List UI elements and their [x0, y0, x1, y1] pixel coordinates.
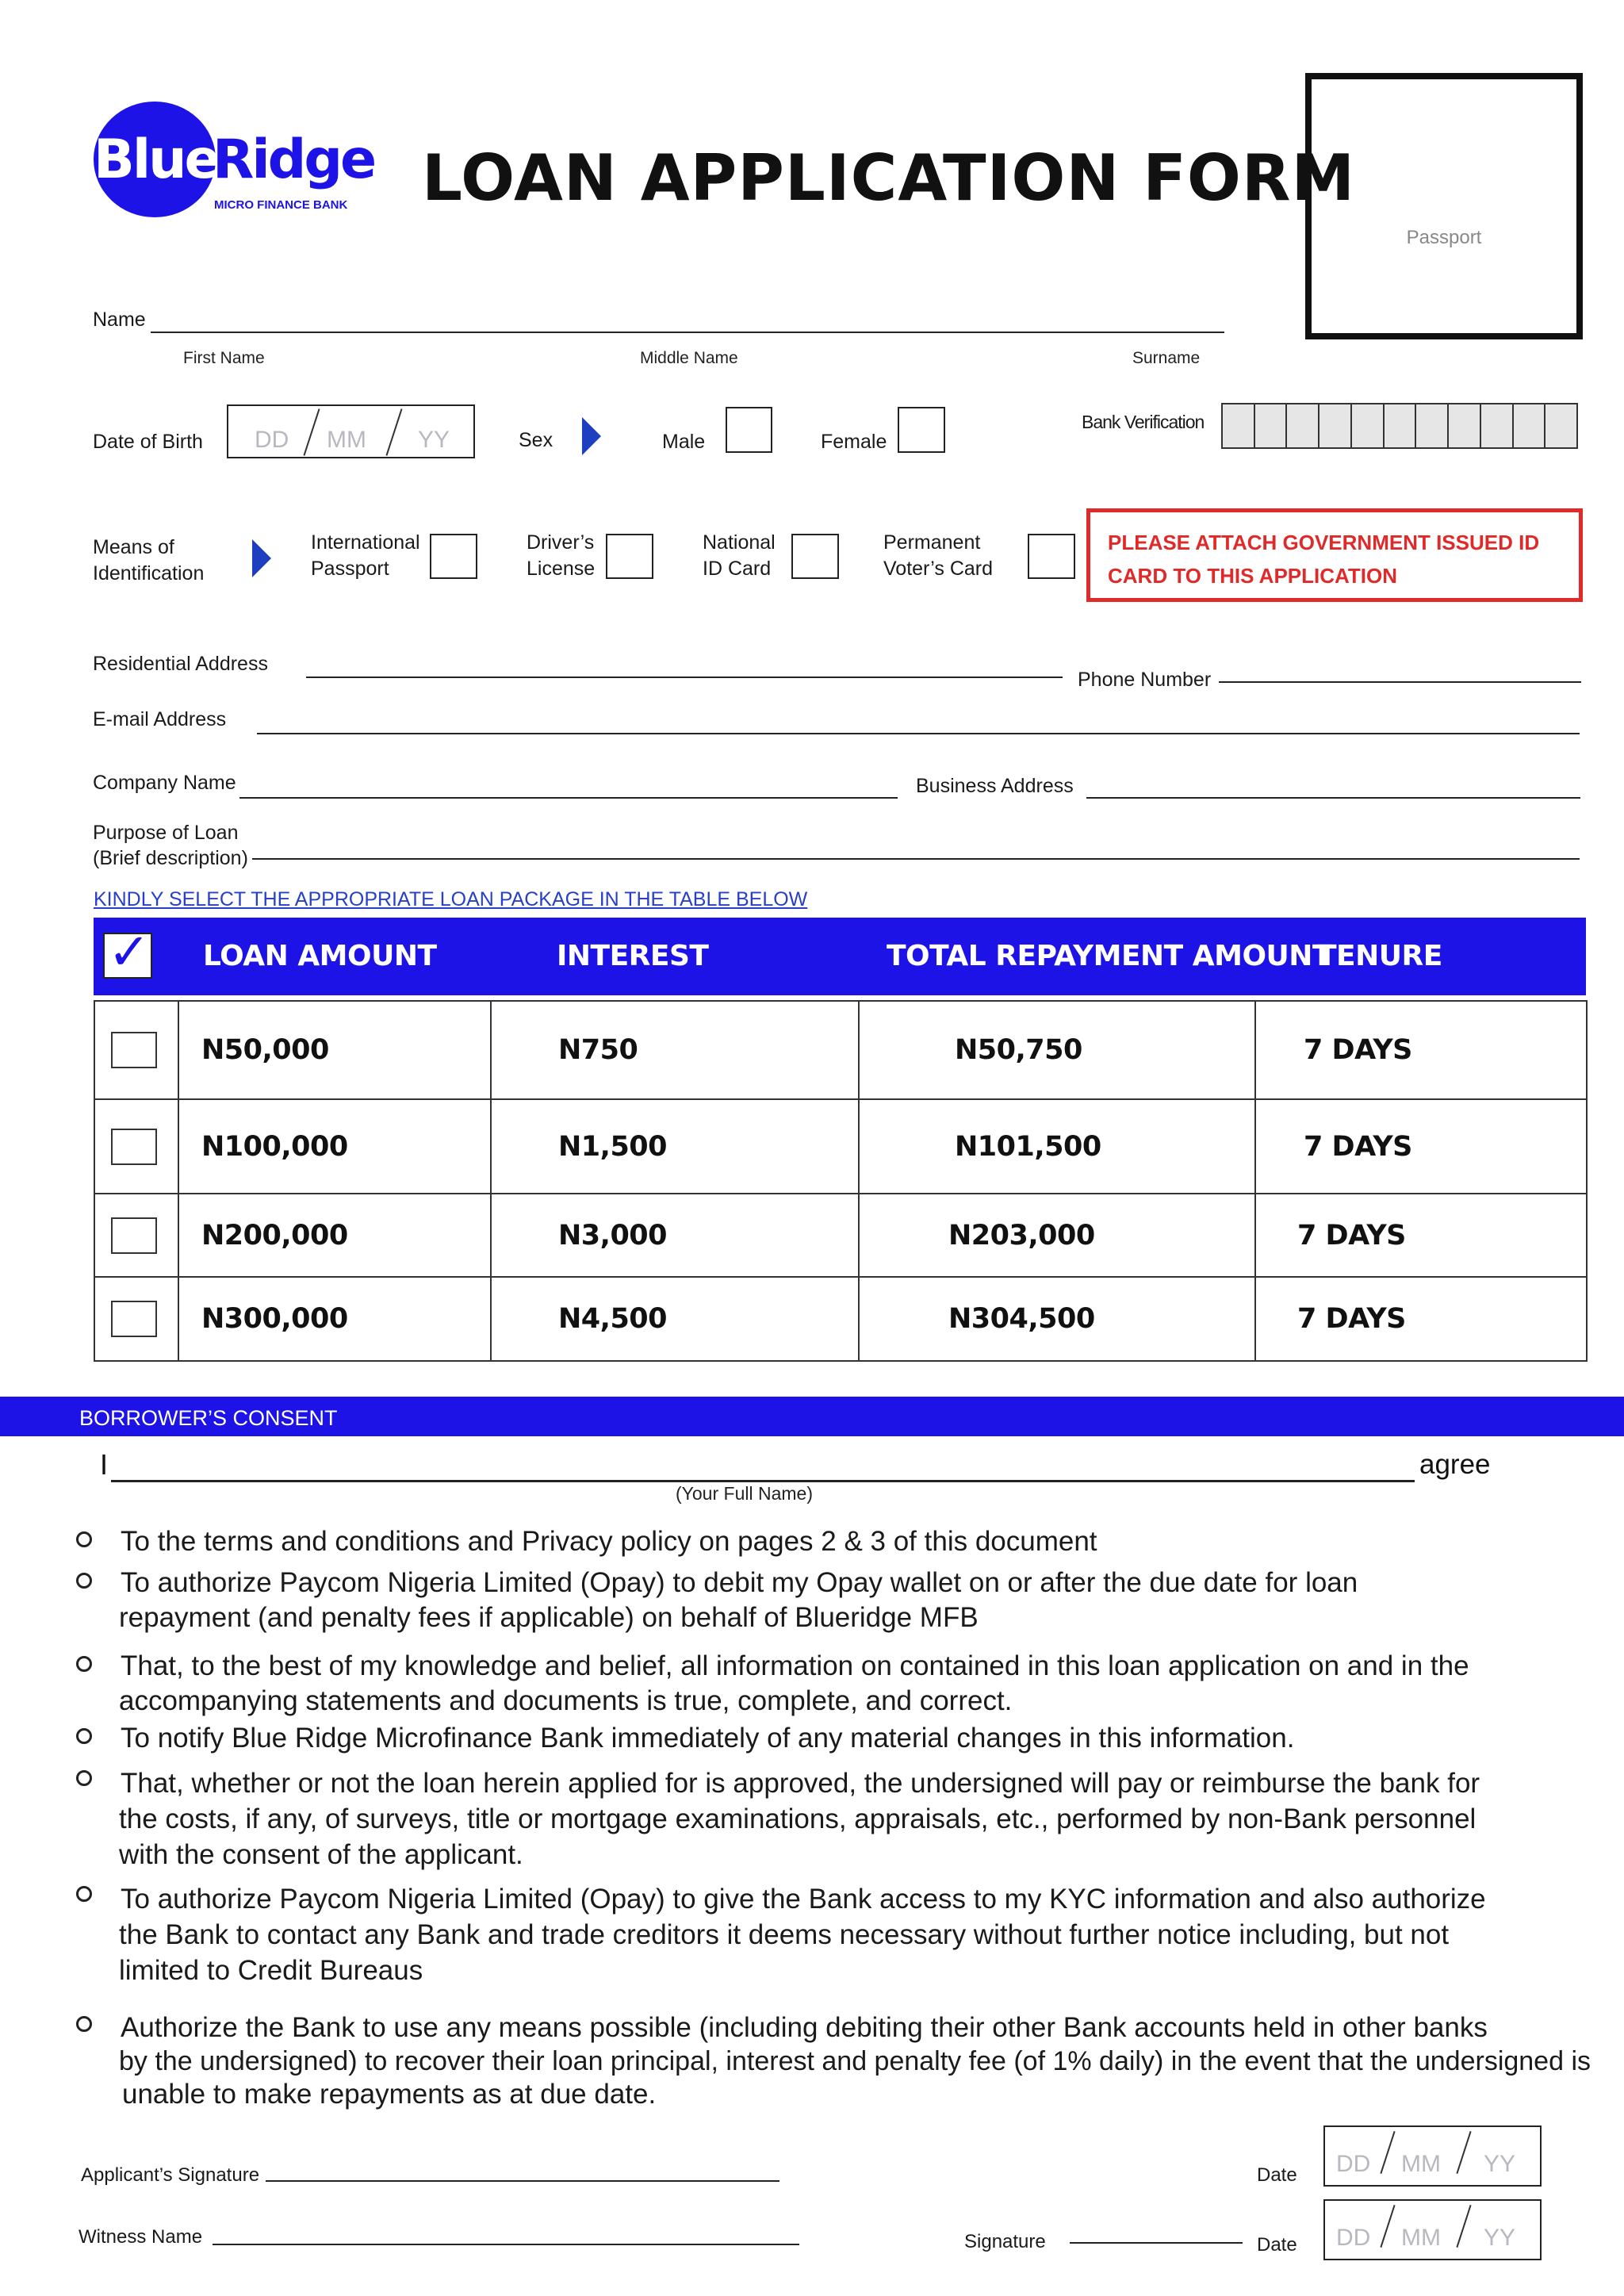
bvn-digit-box[interactable]: [1352, 404, 1385, 447]
total-repayment-cell: N203,000: [859, 1194, 1255, 1277]
applicant-signature-line[interactable]: [266, 2180, 779, 2182]
purpose-label-line2: (Brief description): [93, 847, 248, 869]
bvn-digit-box[interactable]: [1545, 404, 1576, 447]
bvn-digit-box[interactable]: [1255, 404, 1288, 447]
dob-field[interactable]: [227, 404, 475, 458]
loan-amount-cell: N300,000: [178, 1277, 491, 1361]
passport-label: Passport: [1406, 227, 1482, 248]
business-address-line[interactable]: [1086, 797, 1580, 799]
interest-cell: N4,500: [491, 1277, 859, 1361]
company-name-line[interactable]: [239, 797, 898, 799]
package-checkbox[interactable]: [111, 1129, 157, 1165]
id-option-national-line2: ID Card: [703, 558, 772, 580]
date-label: Date: [1257, 2164, 1297, 2186]
attach-notice-line2: CARD TO THIS APPLICATION: [1108, 563, 1397, 588]
witness-name-label: Witness Name: [79, 2226, 203, 2248]
id-voters-checkbox[interactable]: [1028, 534, 1075, 579]
applicant-signature-label: Applicant’s Signature: [81, 2164, 260, 2186]
table-row[interactable]: [94, 1277, 1587, 1361]
business-address-label: Business Address: [916, 775, 1074, 797]
bullet-icon: [76, 1656, 92, 1672]
bvn-label: Bank Verification: [1082, 412, 1205, 432]
bvn-digit-box[interactable]: [1287, 404, 1320, 447]
bvn-digit-box[interactable]: [1416, 404, 1449, 447]
bullet-icon: [76, 1531, 92, 1547]
middle-name-caption: Middle Name: [640, 349, 738, 367]
bvn-digit-box[interactable]: [1481, 404, 1514, 447]
th-total-repayment: TOTAL REPAYMENT AMOUNT: [887, 940, 1331, 972]
id-option-voters-line1: Permanent: [883, 531, 981, 554]
date-label: Date: [1257, 2234, 1297, 2256]
bullet-icon: [76, 2016, 92, 2032]
witness-date-field[interactable]: [1323, 2199, 1542, 2260]
table-row[interactable]: [94, 1194, 1587, 1277]
date-slash: [1380, 2131, 1395, 2174]
dob-yy-placeholder: YY: [418, 427, 450, 453]
bvn-digit-box[interactable]: [1514, 404, 1546, 447]
bullet-icon: [76, 1886, 92, 1902]
date-slash: [1380, 2205, 1395, 2248]
logo-word-blue: Blue: [94, 128, 219, 191]
bvn-digit-boxes[interactable]: [1221, 403, 1578, 449]
witness-signature-line[interactable]: [1070, 2242, 1243, 2244]
loan-amount-cell: N100,000: [178, 1099, 491, 1194]
passport-photo-box[interactable]: [1305, 73, 1583, 339]
name-field-line[interactable]: [151, 332, 1224, 333]
checkmark-icon: ✓: [108, 923, 151, 980]
id-option-license-line2: License: [527, 558, 596, 580]
consent-heading-bar: [0, 1397, 1624, 1436]
bvn-digit-box[interactable]: [1223, 404, 1255, 447]
th-tenure: TENURE: [1317, 940, 1442, 972]
bvn-digit-box[interactable]: [1449, 404, 1481, 447]
total-repayment-cell: N50,750: [859, 1001, 1255, 1099]
date-yy-placeholder: YY: [1484, 2151, 1516, 2177]
means-id-label-line1: Means of: [93, 536, 174, 558]
first-name-caption: First Name: [183, 349, 265, 367]
logo-subtitle: MICRO FINANCE BANK: [214, 198, 348, 212]
package-checkbox[interactable]: [111, 1301, 157, 1337]
date-yy-placeholder: YY: [1484, 2225, 1516, 2251]
company-name-label: Company Name: [93, 772, 236, 794]
date-mm-placeholder: MM: [1401, 2151, 1441, 2177]
consent-i: I: [100, 1448, 109, 1481]
phone-number-label: Phone Number: [1078, 669, 1212, 691]
name-label: Name: [93, 309, 146, 331]
dob-label: Date of Birth: [93, 431, 203, 453]
full-name-caption: (Your Full Name): [676, 1483, 813, 1504]
email-address-label: E-mail Address: [93, 708, 227, 730]
total-repayment-cell: N304,500: [859, 1277, 1255, 1361]
form-title: LOAN APPLICATION FORM: [422, 141, 1356, 215]
date-mm-placeholder: MM: [1401, 2225, 1441, 2251]
consent-agree: agree: [1419, 1449, 1491, 1480]
date-slash: [1456, 2205, 1471, 2248]
header-checkbox: [103, 923, 152, 980]
witness-signature-label: Signature: [964, 2231, 1046, 2252]
tenure-cell: 7 DAYS: [1255, 1194, 1587, 1277]
male-label: Male: [662, 431, 706, 453]
id-passport-checkbox[interactable]: [430, 534, 477, 579]
male-checkbox[interactable]: [726, 407, 772, 453]
bullet-icon: [76, 1770, 92, 1786]
bullet-icon: [76, 1728, 92, 1744]
th-interest: INTEREST: [557, 940, 709, 972]
arrow-right-icon: [582, 417, 601, 455]
loan-package-table: [94, 1000, 1588, 1362]
bullet-icon: [76, 1573, 92, 1589]
attach-notice-line1: PLEASE ATTACH GOVERNMENT ISSUED ID: [1108, 531, 1540, 554]
dob-slash: [303, 408, 320, 456]
attach-id-notice: [1086, 508, 1583, 602]
date-slash: [1456, 2131, 1471, 2174]
package-checkbox[interactable]: [111, 1032, 157, 1068]
id-option-passport-line2: Passport: [311, 558, 389, 580]
residential-address-label: Residential Address: [93, 653, 268, 675]
table-row[interactable]: [94, 1001, 1587, 1099]
date-dd-placeholder: DD: [1336, 2225, 1371, 2251]
loan-amount-cell: N50,000: [178, 1001, 491, 1099]
dob-slash: [385, 408, 402, 456]
email-address-line[interactable]: [257, 733, 1580, 734]
id-option-license-line1: Driver’s: [527, 531, 595, 554]
id-national-checkbox[interactable]: [791, 534, 839, 579]
id-option-national-line1: National: [703, 531, 776, 554]
loan-amount-cell: N200,000: [178, 1194, 491, 1277]
residential-address-line[interactable]: [306, 677, 1063, 678]
logo-word-ridge: Ridge: [213, 128, 375, 191]
phone-number-line[interactable]: [1219, 681, 1581, 683]
witness-name-line[interactable]: [213, 2244, 799, 2245]
female-label: Female: [821, 431, 887, 453]
dob-mm-placeholder: MM: [327, 427, 366, 453]
means-id-label-line2: Identification: [93, 562, 205, 585]
th-loan-amount: LOAN AMOUNT: [203, 940, 437, 972]
id-license-checkbox[interactable]: [606, 534, 653, 579]
dob-dd-placeholder: DD: [255, 427, 289, 453]
bvn-digit-box[interactable]: [1385, 404, 1417, 447]
loan-table-header: [94, 918, 1586, 995]
interest-cell: N750: [491, 1001, 859, 1099]
applicant-date-field[interactable]: [1323, 2125, 1542, 2187]
bvn-digit-box[interactable]: [1320, 404, 1352, 447]
purpose-line[interactable]: [252, 858, 1580, 860]
consent-heading: BORROWER’S CONSENT: [79, 1406, 338, 1430]
total-repayment-cell: N101,500: [859, 1099, 1255, 1194]
tenure-cell: 7 DAYS: [1255, 1099, 1587, 1194]
tenure-cell: 7 DAYS: [1255, 1277, 1587, 1361]
arrow-right-icon: [252, 539, 271, 577]
kindly-select-heading: KINDLY SELECT THE APPROPRIATE LOAN PACKAGE IN THE TABLE BELOW: [94, 888, 808, 910]
package-checkbox[interactable]: [111, 1217, 157, 1254]
purpose-label-line1: Purpose of Loan: [93, 822, 239, 844]
interest-cell: N3,000: [491, 1194, 859, 1277]
sex-label: Sex: [519, 429, 553, 451]
id-option-voters-line2: Voter’s Card: [883, 558, 994, 580]
table-row[interactable]: [94, 1099, 1587, 1194]
id-option-passport-line1: International: [311, 531, 420, 554]
tenure-cell: 7 DAYS: [1255, 1001, 1587, 1099]
consent-full-name-line[interactable]: [111, 1480, 1415, 1482]
date-dd-placeholder: DD: [1336, 2151, 1371, 2177]
interest-cell: N1,500: [491, 1099, 859, 1194]
surname-caption: Surname: [1132, 349, 1201, 367]
female-checkbox[interactable]: [898, 407, 945, 453]
